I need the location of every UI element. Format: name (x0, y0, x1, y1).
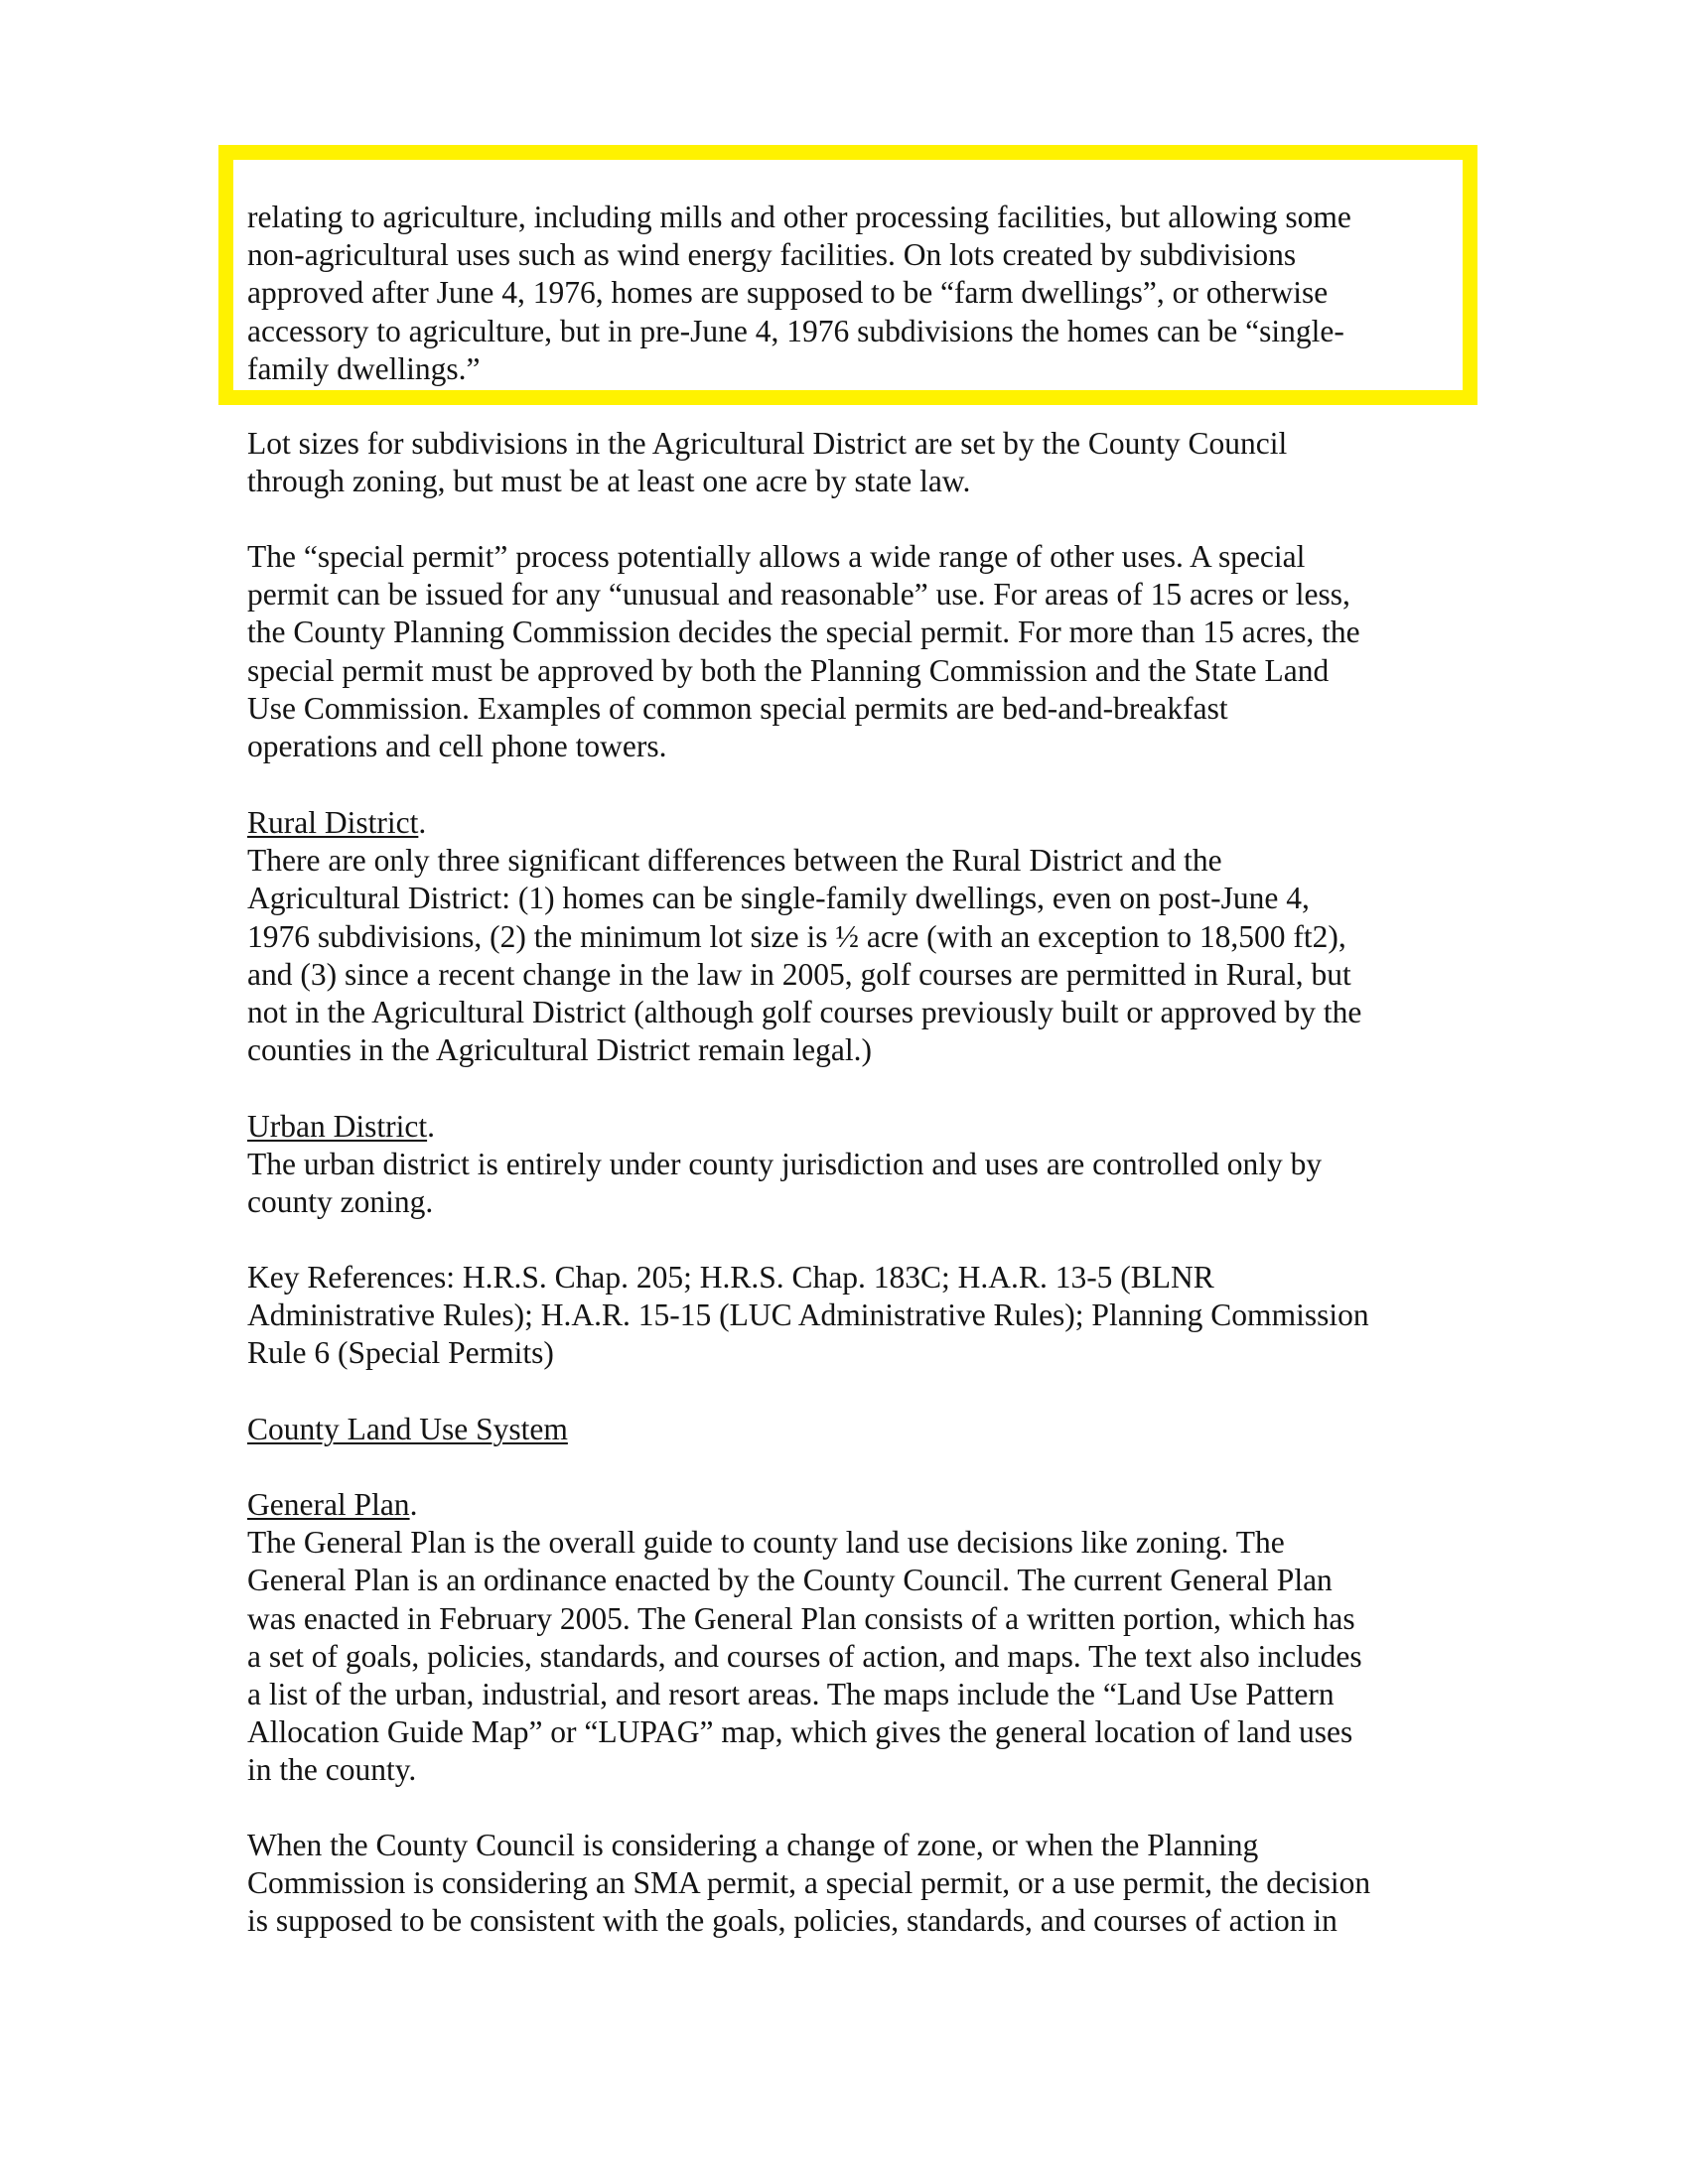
highlighted-paragraph (247, 199, 1464, 388)
text-line: not in the Agricultural District (although golf courses previously built or approved by the (247, 995, 1362, 1030)
text-line: in the county. (247, 1752, 417, 1788)
section-heading (247, 804, 1464, 842)
text-line: Use Commission. Examples of common special permits are bed-and-breakfast (247, 690, 1228, 726)
heading-punctuation: . (409, 1487, 418, 1522)
special-permit-paragraph (247, 538, 1464, 765)
text-line: Agricultural District: (1) homes can be single-family dwellings, even on post-June 4, (247, 881, 1310, 916)
text-line: The General Plan is the overall guide to county land use decisions like zoning. The (247, 1525, 1285, 1561)
text-line: Lot sizes for subdivisions in the Agricultural District are set by the County Council (247, 426, 1288, 461)
text-line: Rule 6 (Special Permits) (247, 1335, 554, 1371)
county-land-use-section (247, 1411, 1464, 1448)
rural-district-section (247, 804, 1464, 1069)
heading-punctuation: . (418, 805, 427, 840)
text-line: operations and cell phone towers. (247, 729, 667, 764)
text-line: counties in the Agricultural District remain legal.) (247, 1032, 872, 1068)
text-line: Commission is considering an SMA permit, a special permit, or a use permit, the decision (247, 1865, 1371, 1901)
text-line: county zoning. (247, 1184, 434, 1220)
text-line: a set of goals, policies, standards, and courses of action, and maps. The text also includes (247, 1638, 1362, 1674)
text-line: through zoning, but must be at least one acre by state law. (247, 464, 971, 499)
general-plan-heading: General Plan (247, 1487, 410, 1522)
heading-punctuation: . (427, 1109, 435, 1144)
key-references-paragraph (247, 1259, 1464, 1373)
text-line: relating to agriculture, including mills and other processing facilities, but allowing some (247, 200, 1351, 234)
urban-district-section (247, 1108, 1464, 1222)
text-line: a list of the urban, industrial, and resort areas. The maps include the “Land Use Pattern (247, 1677, 1335, 1712)
general-plan-section (247, 1486, 1464, 1790)
text-line: approved after June 4, 1976, homes are supposed to be “farm dwellings”, or otherwise (247, 275, 1329, 311)
county-land-use-heading: County Land Use System (247, 1412, 568, 1446)
text-line: is supposed to be consistent with the goals, policies, standards, and courses of action in (247, 1903, 1337, 1939)
text-line: General Plan is an ordinance enacted by the County Council. The current General Plan (247, 1563, 1333, 1598)
text-line: There are only three significant differences between the Rural District and the (247, 843, 1222, 879)
text-line: accessory to agriculture, but in pre-June 4, 1976 subdivisions the homes can be “single- (247, 313, 1344, 348)
lot-sizes-paragraph (247, 425, 1464, 500)
section-heading (247, 1108, 1464, 1146)
text-line: was enacted in February 2005. The General Plan consists of a written portion, which has (247, 1600, 1355, 1636)
final-paragraph (247, 1827, 1464, 1941)
text-line: Key References: H.R.S. Chap. 205; H.R.S. Chap. 183C; H.A.R. 13-5 (BLNR (247, 1260, 1214, 1295)
text-line: 1976 subdivisions, (2) the minimum lot size is ½ acre (with an exception to 18,500 ft2), (247, 918, 1346, 954)
urban-district-heading: Urban District (247, 1109, 428, 1144)
text-line: and (3) since a recent change in the law in 2005, golf courses are permitted in Rural, but (247, 956, 1351, 992)
text-line: The urban district is entirely under county jurisdiction and uses are controlled only by (247, 1147, 1323, 1182)
rural-district-heading: Rural District (247, 805, 419, 840)
text-line: Administrative Rules); H.A.R. 15-15 (LUC Administrative Rules); Planning Commission (247, 1297, 1369, 1333)
text-line: non-agricultural uses such as wind energy facilities. On lots created by subdivisions (247, 237, 1297, 273)
text-line: When the County Council is considering a change of zone, or when the Planning (247, 1828, 1259, 1862)
text-line: family dwellings.” (247, 350, 481, 386)
section-heading (247, 1486, 1464, 1524)
text-line: permit can be issued for any “unusual and reasonable” use. For areas of 15 acres or less, (247, 577, 1350, 613)
text-line: the County Planning Commission decides the special permit. For more than 15 acres, the (247, 614, 1360, 650)
text-line: The “special permit” process potentially allows a wide range of other uses. A special (247, 539, 1306, 574)
text-line: special permit must be approved by both the Planning Commission and the State Land (247, 652, 1330, 688)
text-line: Allocation Guide Map” or “LUPAG” map, which gives the general location of land uses (247, 1714, 1353, 1750)
section-heading (247, 1411, 1464, 1448)
